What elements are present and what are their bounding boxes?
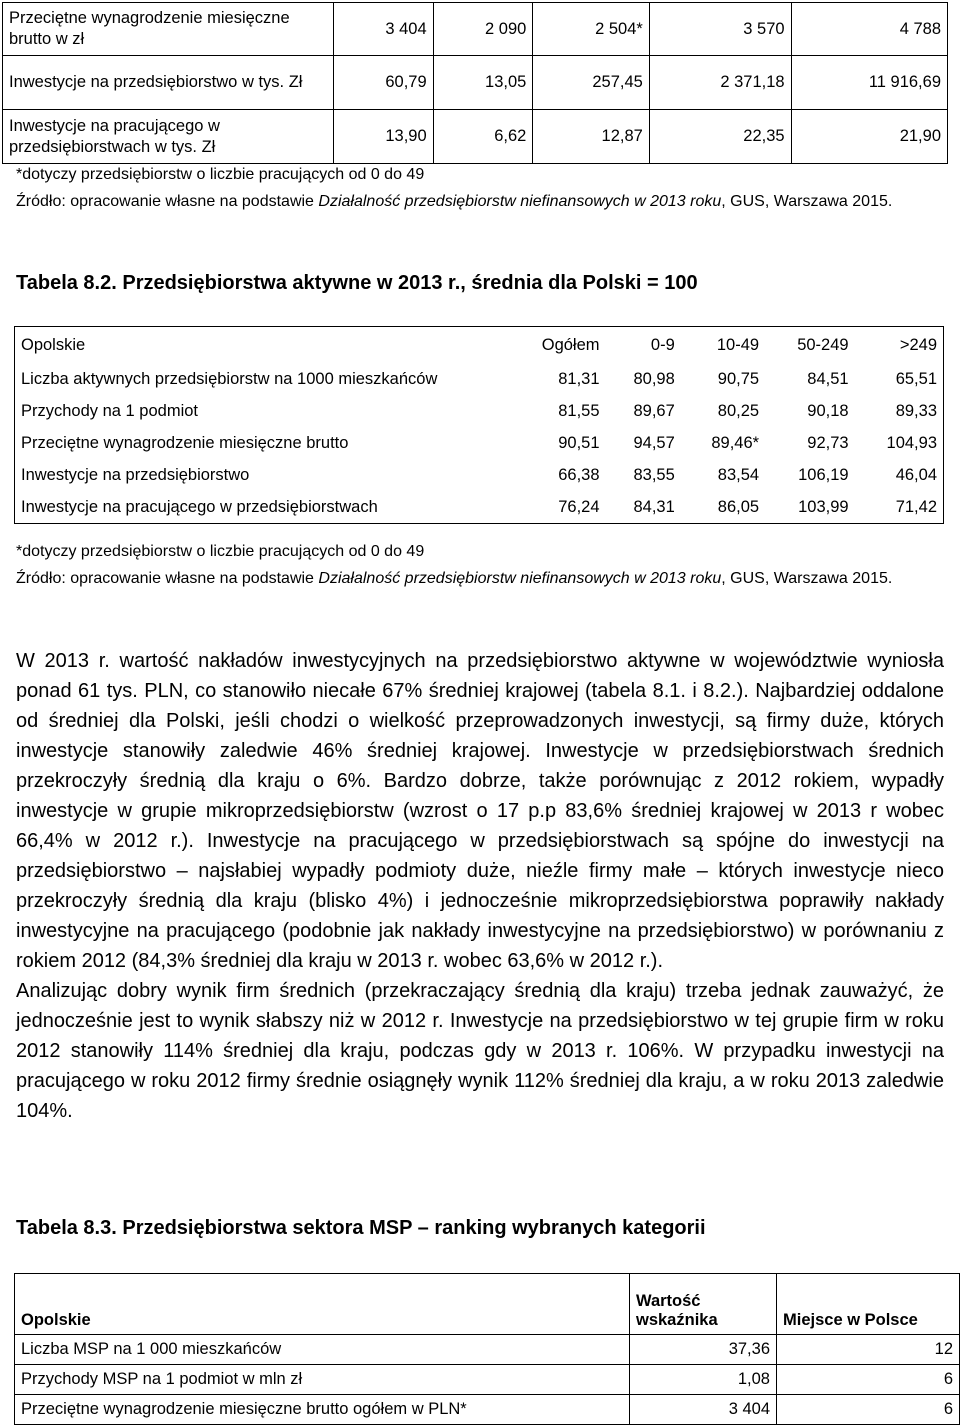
table-header-row bbox=[15, 327, 944, 364]
table-8-2 bbox=[14, 326, 944, 524]
header-cell: >249 bbox=[899, 335, 937, 354]
row-label: Inwestycje na pracującego w przedsiębiorstwach w tys. Zł bbox=[3, 110, 334, 164]
table-cell: 2 371,18 bbox=[649, 56, 791, 110]
footnote: *dotyczy przedsiębiorstw o liczbie pracujących od 0 do 49 bbox=[16, 166, 425, 183]
top-partial-table bbox=[2, 2, 948, 164]
table-cell: 104,93 bbox=[886, 433, 937, 452]
table-cell: 60,79 bbox=[334, 56, 434, 110]
table-cell: 90,18 bbox=[807, 401, 849, 420]
table-row bbox=[15, 459, 944, 491]
table-cell: 12 bbox=[777, 1335, 960, 1365]
row-label: Przeciętne wynagrodzenie miesięczne brutto w zł bbox=[3, 3, 334, 56]
row-label: Inwestycje na przedsiębiorstwo bbox=[21, 465, 250, 484]
table-row bbox=[15, 363, 944, 395]
table-cell: 2 090 bbox=[433, 3, 533, 56]
row-label: Liczba MSP na 1 000 mieszkańców bbox=[15, 1335, 630, 1365]
table-row bbox=[15, 395, 944, 427]
row-label: Inwestycje na przedsiębiorstwo w tys. Zł bbox=[3, 56, 334, 110]
source-title: Działalność przedsiębiorstw niefinansowych w 2013 roku bbox=[318, 193, 722, 210]
table-cell: 86,05 bbox=[717, 497, 760, 516]
source-note bbox=[16, 189, 942, 215]
table-row bbox=[3, 110, 948, 164]
table-row bbox=[3, 56, 948, 110]
table-row bbox=[15, 1365, 960, 1395]
table-cell: 257,45 bbox=[533, 56, 650, 110]
table-cell: 94,57 bbox=[633, 433, 675, 452]
table-cell: 81,55 bbox=[558, 401, 600, 420]
header-cell: Opolskie bbox=[21, 335, 86, 354]
row-label: Przeciętne wynagrodzenie miesięczne brutto bbox=[21, 433, 349, 452]
table-caption: Tabela 8.2. Przedsiębiorstwa aktywne w 2013 r., średnia dla Polski = 100 bbox=[16, 272, 698, 294]
header-cell: 10-49 bbox=[716, 335, 760, 354]
table-row bbox=[15, 491, 944, 524]
table-caption: Tabela 8.3. Przedsiębiorstwa sektora MSP – ranking wybranych kategorii bbox=[16, 1217, 706, 1239]
table-cell: 6,62 bbox=[433, 110, 533, 164]
table-cell: 13,90 bbox=[334, 110, 434, 164]
header-cell bbox=[630, 1274, 777, 1335]
table-cell: 22,35 bbox=[649, 110, 791, 164]
source-suffix: , GUS, Warszawa 2015. bbox=[721, 193, 893, 210]
table-cell: 89,46* bbox=[711, 433, 760, 452]
table-cell: 90,75 bbox=[717, 369, 760, 388]
table-cell: 65,51 bbox=[895, 369, 937, 388]
table-8-3 bbox=[14, 1273, 960, 1425]
table-cell: 46,04 bbox=[895, 465, 937, 484]
table-cell: 66,38 bbox=[558, 465, 600, 484]
row-label: Przeciętne wynagrodzenie miesięczne brutto ogółem w PLN* bbox=[15, 1395, 630, 1425]
body-text bbox=[16, 646, 944, 1126]
source-note bbox=[16, 566, 942, 592]
row-label: Przychody MSP na 1 podmiot w mln zł bbox=[15, 1365, 630, 1395]
table-row bbox=[15, 1395, 960, 1425]
table-cell: 1,08 bbox=[630, 1365, 777, 1395]
table-cell: 2 504* bbox=[533, 3, 650, 56]
source-prefix: Źródło: opracowanie własne na podstawie bbox=[16, 193, 319, 210]
table-cell: 6 bbox=[777, 1365, 960, 1395]
table-cell: 37,36 bbox=[630, 1335, 777, 1365]
table-cell: 11 916,69 bbox=[791, 56, 947, 110]
header-line: Wartość bbox=[636, 1292, 701, 1310]
table-cell: 21,90 bbox=[791, 110, 947, 164]
table-cell: 89,33 bbox=[895, 401, 937, 420]
header-cell: Miejsce w Polsce bbox=[777, 1274, 960, 1335]
table-cell: 84,51 bbox=[807, 369, 849, 388]
table-cell: 83,54 bbox=[717, 465, 760, 484]
table-cell: 92,73 bbox=[807, 433, 849, 452]
row-label: Przychody na 1 podmiot bbox=[21, 401, 199, 420]
row-label: Inwestycje na pracującego w przedsiębiorstwach bbox=[21, 497, 378, 516]
table-cell: 3 404 bbox=[334, 3, 434, 56]
paragraph: Analizując dobry wynik firm średnich (przekraczający średnią dla kraju) trzeba jednak zauważyć, że jednocześnie jest to wynik słabszy niż w 2012 r. Inwestycje na przedsiębiorstwo w tej grupie firm w roku 2012 stanowiły 114% średniej dla kraju, podczas gdy w 2013 r. 106%. W przypadku inwestycji na pracującego w roku 2012 firmy średnie osiągnęły wynik 112% średniej dla kraju, a w roku 2013 zaledwie 104%. bbox=[16, 980, 944, 1122]
table-cell: 71,42 bbox=[895, 497, 937, 516]
table-cell: 103,99 bbox=[798, 497, 849, 516]
table-cell: 83,55 bbox=[633, 465, 675, 484]
table-cell: 6 bbox=[777, 1395, 960, 1425]
table-row bbox=[3, 3, 948, 56]
row-label: Liczba aktywnych przedsiębiorstw na 1000 mieszkańców bbox=[21, 369, 438, 388]
header-cell: Opolskie bbox=[15, 1274, 630, 1335]
table-cell: 80,98 bbox=[633, 369, 675, 388]
table-cell: 13,05 bbox=[433, 56, 533, 110]
header-cell: 0-9 bbox=[650, 335, 675, 354]
source-prefix: Źródło: opracowanie własne na podstawie bbox=[16, 570, 319, 587]
table-cell: 3 404 bbox=[630, 1395, 777, 1425]
header-line: wskaźnika bbox=[636, 1311, 718, 1329]
table-cell: 90,51 bbox=[558, 433, 600, 452]
table-cell: 12,87 bbox=[533, 110, 650, 164]
table-row bbox=[15, 427, 944, 459]
header-cell: Ogółem bbox=[541, 335, 600, 354]
paragraph: W 2013 r. wartość nakładów inwestycyjnych na przedsiębiorstwo aktywne w województwie wyniosła ponad 61 tys. PLN, co stanowiło niecałe 67% średniej krajowej (tabela 8.1. i 8.2.). Najbardziej oddalone od średniej dla Polski, jeśli chodzi o wielkość przeprowadzonych inwestycji, są firmy duże, których inwestycje stanowiły zaledwie 46% średniej krajowej. Inwestycje w przedsiębiorstwach średnich przekroczyły średnią dla kraju o 6%. Bardzo dobrze, także porównując z 2012 rokiem, wypadły inwestycje w grupie mikroprzedsiębiorstw (wzrost o 17 p.p 83,6% średniej krajowej w 2013 r wobec 66,4% w 2012 r.). Inwestycje na pracującego w przedsiębiorstwach są spójne do inwestycji na przedsiębiorstwo – najsłabiej wypadły podmioty duże, nieźle firmy małe – których inwestycje nieco przekroczyły średnią dla kraju (blisko 4%) i jednocześnie mikroprzedsiębiorstwa poprawiły nakłady inwestycyjne na pracującego (podobnie jak nakłady inwestycyjne na przedsiębiorstwo) w porównaniu z rokiem 2012 (84,3% średniej dla kraju w 2013 r. wobec 63,6% w 2012 r.). bbox=[16, 650, 944, 972]
table-cell: 84,31 bbox=[633, 497, 675, 516]
footnote: *dotyczy przedsiębiorstw o liczbie pracujących od 0 do 49 bbox=[16, 543, 425, 560]
table-cell: 89,67 bbox=[633, 401, 675, 420]
source-suffix: , GUS, Warszawa 2015. bbox=[721, 570, 893, 587]
table-cell: 81,31 bbox=[558, 369, 600, 388]
table-cell: 106,19 bbox=[798, 465, 849, 484]
table-cell: 3 570 bbox=[649, 3, 791, 56]
table-cell: 4 788 bbox=[791, 3, 947, 56]
table-cell: 76,24 bbox=[558, 497, 600, 516]
table-cell: 80,25 bbox=[717, 401, 760, 420]
table-header-row bbox=[15, 1274, 960, 1335]
header-cell: 50-249 bbox=[797, 335, 849, 354]
table-row bbox=[15, 1335, 960, 1365]
source-title: Działalność przedsiębiorstw niefinansowych w 2013 roku bbox=[318, 570, 722, 587]
